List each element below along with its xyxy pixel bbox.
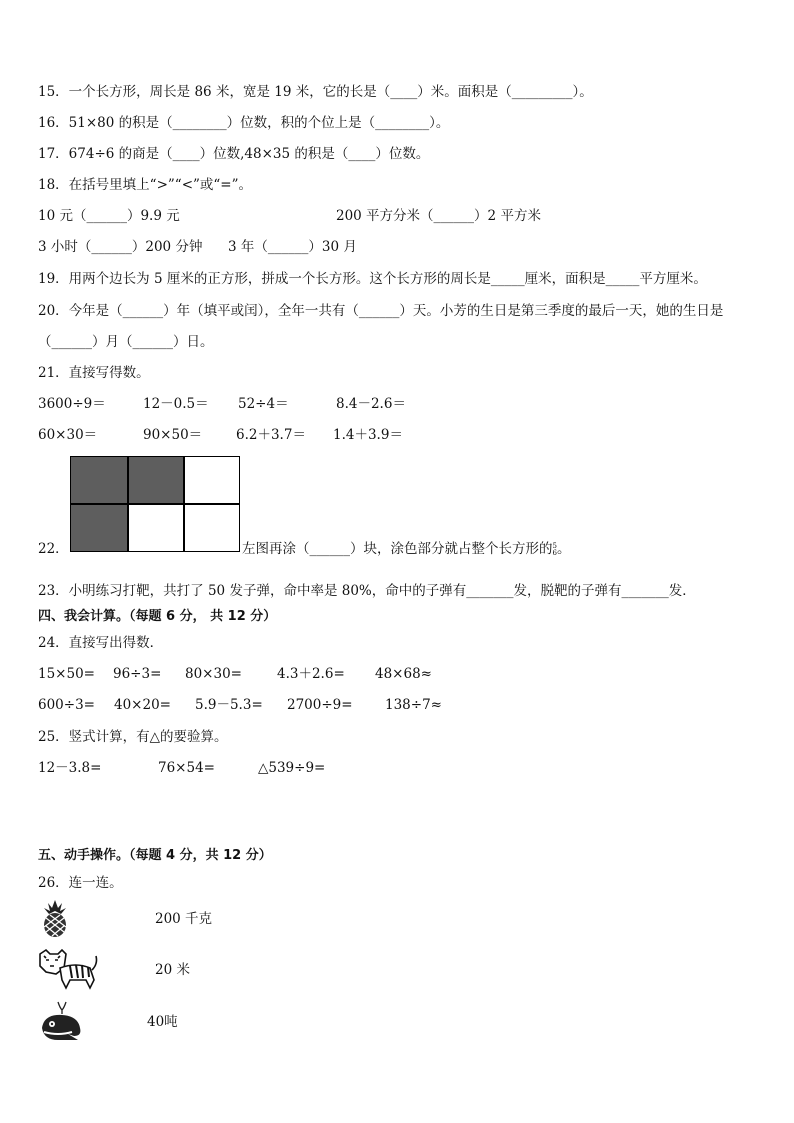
q22-end: 。 (556, 541, 571, 557)
q24-r2-c3: 5.9－5.3= (195, 697, 263, 713)
q18-item-d: 3 年（______）30 月 (228, 239, 357, 255)
label-40t: 40吨 (147, 1014, 178, 1030)
question-25: 25．竖式计算，有△的要验算。 (38, 729, 228, 745)
q18-item-b: 200 平方分米（______）2 平方米 (336, 208, 541, 224)
label-200kg: 200 千克 (155, 911, 213, 927)
fraction-numerator: 5 (552, 541, 557, 550)
grid-cell-shaded (128, 457, 184, 504)
section-5-heading: 五、动手操作。（每题 4 分，共 12 分） (38, 848, 272, 863)
question-16: 16．51×80 的积是（________）位数，积的个位上是（________）。 (38, 115, 450, 131)
q21-r1-c4: 8.4－2.6＝ (336, 396, 406, 412)
q21-r2-c1: 60×30＝ (38, 427, 98, 443)
q21-r1-c1: 3600÷9＝ (38, 396, 106, 412)
question-26: 26．连一连。 (38, 875, 123, 891)
grid-cell-empty (184, 457, 240, 504)
q24-r1-c3: 80×30= (185, 666, 242, 682)
grid-cell-shaded (71, 504, 127, 551)
q25-item-3: △539÷9= (258, 760, 326, 776)
tiger-icon (36, 948, 100, 994)
grid-cell-empty (184, 504, 240, 551)
section-4-heading: 四、我会计算。（每题 6 分， 共 12 分） (38, 609, 277, 624)
q24-r2-c5: 138÷7≈ (385, 697, 442, 713)
question-18: 18．在括号里填上“>”“<”或“=”。 (38, 177, 253, 193)
q21-r1-c2: 12－0.5＝ (143, 396, 209, 412)
question-20-line1: 20．今年是（______）年（填平或闰），全年一共有（______）天。小芳的生日是第三季度的最后一天，她的生日是 (38, 303, 724, 319)
whale-icon (38, 1000, 86, 1046)
q24-r1-c1: 15×50= (38, 666, 95, 682)
pineapple-icon (38, 898, 72, 942)
q24-r1-c4: 4.3＋2.6= (277, 666, 345, 682)
question-15: 15．一个长方形，周长是 86 米，宽是 19 米，它的长是（____）米。面积是（_________）。 (38, 84, 593, 100)
q18-item-c: 3 小时（______）200 分钟 (38, 239, 203, 255)
q24-r2-c4: 2700÷9= (287, 697, 353, 713)
label-20m: 20 米 (155, 962, 190, 978)
q24-r1-c5: 48×68≈ (375, 666, 432, 682)
question-24: 24．直接写出得数． (38, 635, 164, 651)
q22-text: 左图再涂（______）块，涂色部分就占整个长方形的 (242, 541, 553, 557)
question-21: 21．直接写得数。 (38, 365, 150, 381)
q25-item-1: 12－3.8= (38, 760, 102, 776)
q18-item-a: 10 元（______）9.9 元 (38, 208, 180, 224)
question-22-text (242, 540, 570, 558)
grid-divider (71, 503, 239, 505)
question-17: 17．674÷6 的商是（____）位数,48×35 的积是（____）位数。 (38, 146, 430, 162)
q21-r2-c4: 1.4＋3.9＝ (333, 427, 403, 443)
q21-r2-c2: 90×50＝ (143, 427, 203, 443)
q21-r1-c3: 52÷4＝ (238, 396, 289, 412)
fraction-denominator: 6 (552, 548, 557, 557)
shading-grid (70, 456, 240, 552)
q25-item-2: 76×54= (158, 760, 215, 776)
q24-r1-c2: 96÷3= (113, 666, 162, 682)
q24-r2-c2: 40×20= (114, 697, 171, 713)
question-23: 23．小明练习打靶，共打了 50 发子弹，命中率是 80%，命中的子弹有_______发，脱靶的子弹有_______发． (38, 583, 696, 599)
question-20-line2: （______）月（______）日。 (38, 334, 214, 350)
q24-r2-c1: 600÷3= (38, 697, 95, 713)
grid-cell-empty (128, 504, 184, 551)
grid-cell-shaded (71, 457, 127, 504)
question-19: 19．用两个边长为 5 厘米的正方形，拼成一个长方形。这个长方形的周长是_____厘米，面积是_____平方厘米。 (38, 271, 707, 287)
question-22-number: 22． (38, 541, 69, 557)
q21-r2-c3: 6.2＋3.7＝ (236, 427, 306, 443)
